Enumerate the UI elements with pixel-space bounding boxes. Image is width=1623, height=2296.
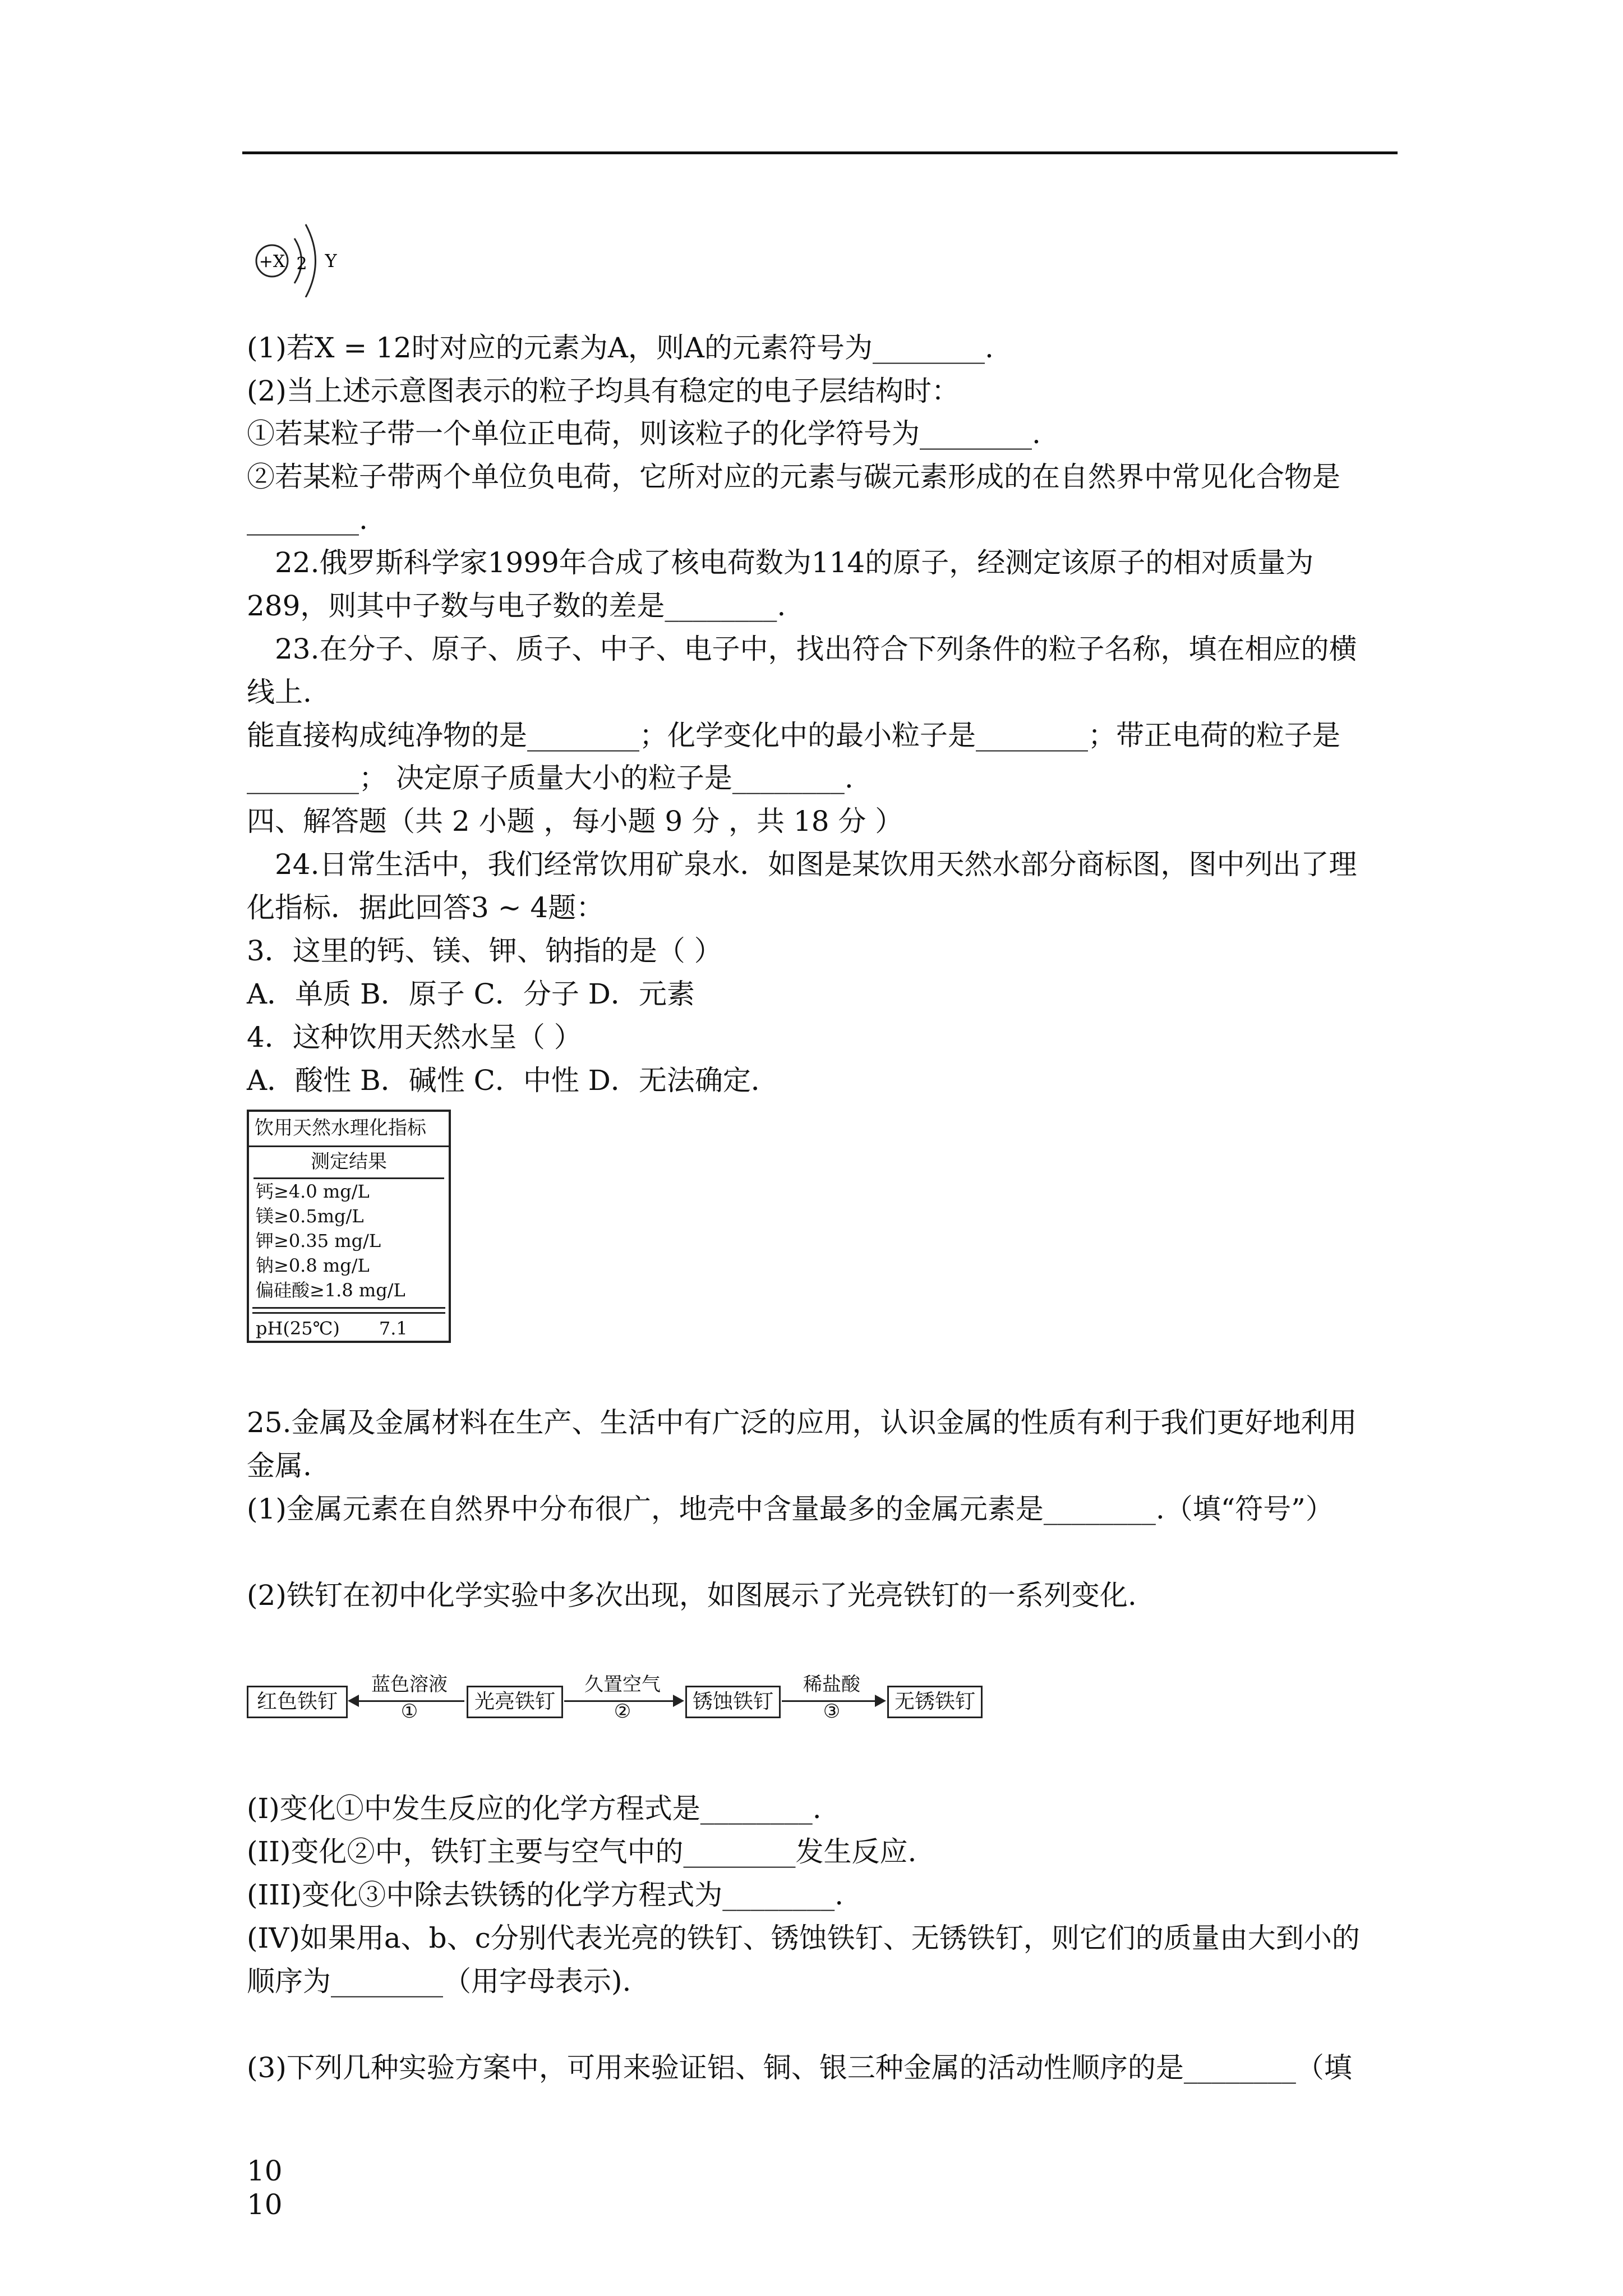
question-1: (1)若X = 12时对应的元素为A，则A的元素符号为________. xyxy=(247,332,994,364)
water-label-table xyxy=(247,1110,451,1343)
header-rule xyxy=(242,151,1398,154)
question-3: 3．这里的钙、镁、钾、钠指的是（ ） xyxy=(247,935,722,967)
ph-row xyxy=(249,1314,449,1343)
ph-label: pH(25℃) xyxy=(256,1318,340,1339)
nucleus-label: +X xyxy=(259,252,285,272)
electron-shell-arc-2 xyxy=(306,224,316,297)
question-25-3: (3)下列几种实验方案中，可用来验证铝、铜、银三种金属的活动性顺序的是________（填 xyxy=(247,2051,1352,2084)
flow-step-3: ③ xyxy=(823,1700,841,1723)
question-24-line1: 24.日常生活中，我们经常饮用矿泉水．如图是某饮用天然水部分商标图，图中列出了理 xyxy=(275,848,1357,881)
question-25-line2: 金属. xyxy=(247,1450,312,1482)
table-row: 钙≥4.0 mg/L xyxy=(256,1181,370,1202)
question-25-II: (II)变化②中，铁钉主要与空气中的________发生反应. xyxy=(247,1835,917,1868)
question-23-line2: 线上. xyxy=(247,676,312,708)
double-divider xyxy=(252,1307,445,1314)
page-number: 10 xyxy=(247,2155,283,2187)
outer-shell-label: Y xyxy=(325,250,337,272)
question-25-III: (III)变化③中除去铁锈的化学方程式为________. xyxy=(247,1879,844,1911)
question-3-options: A．单质 B．原子 C．分子 D．元素 xyxy=(247,978,695,1010)
flow-box-red-nail: 红色铁钉 xyxy=(247,1686,348,1718)
flow-arrow-label-2: 久置空气 xyxy=(584,1673,661,1696)
flow-step-1: ① xyxy=(400,1700,418,1723)
flow-step-2: ② xyxy=(614,1700,631,1723)
question-23-line1: 23.在分子、原子、质子、中子、电子中，找出符合下列条件的粒子名称，填在相应的横 xyxy=(275,633,1357,665)
question-2a: ①若某粒子带一个单位正电荷，则该粒子的化学符号为________. xyxy=(247,417,1041,450)
question-24-line2: 化指标．据此回答3 ~ 4题： xyxy=(247,891,605,924)
question-25-IV-line1: (IV)如果用a、b、c分别代表光亮的铁钉、锈蚀铁钉、无锈铁钉，则它们的质量由大到小的 xyxy=(247,1922,1360,1954)
table-row: 偏硅酸≥1.8 mg/L xyxy=(256,1280,405,1301)
flow-box-rusty-nail: 锈蚀铁钉 xyxy=(685,1686,781,1718)
question-23-line4: ________； 决定原子质量大小的粒子是________. xyxy=(247,762,854,794)
atom-structure-diagram xyxy=(247,213,359,297)
table-row: 镁≥0.5mg/L xyxy=(256,1205,364,1227)
question-22-line2: 289，则其中子数与电子数的差是________. xyxy=(247,590,786,622)
question-4: 4．这种饮用天然水呈（ ） xyxy=(247,1021,582,1053)
inner-shell-count: 2 xyxy=(296,254,307,274)
question-25-1: (1)金属元素在自然界中分布很广，地壳中含量最多的金属元素是________.（填“符号”） xyxy=(247,1493,1334,1525)
question-22-line1: 22.俄罗斯科学家1999年合成了核电荷数为114的原子，经测定该原子的相对质量为 xyxy=(275,546,1314,579)
table-row: 钠≥0.8 mg/L xyxy=(256,1255,370,1276)
question-23-line3: 能直接构成纯净物的是________；化学变化中的最小粒子是________；带正电荷的粒子是 xyxy=(247,719,1340,752)
question-25-2: (2)铁钉在初中化学实验中多次出现，如图展示了光亮铁钉的一系列变化. xyxy=(247,1579,1137,1612)
iron-nail-flow-diagram xyxy=(247,1669,975,1731)
question-25-I: (I)变化①中发生反应的化学方程式是________. xyxy=(247,1792,822,1825)
table-subtitle: 测定结果 xyxy=(253,1147,444,1179)
question-2b: ②若某粒子带两个单位负电荷，它所对应的元素与碳元素形成的在自然界中常见化合物是 xyxy=(247,461,1340,493)
question-25-line1: 25.金属及金属材料在生产、生活中有广泛的应用，认识金属的性质有利于我们更好地利用 xyxy=(247,1406,1357,1439)
page-number: 10 xyxy=(247,2188,283,2221)
flow-box-rustless-nail: 无锈铁钉 xyxy=(887,1686,983,1718)
flow-box-shiny-nail: 光亮铁钉 xyxy=(467,1686,563,1718)
table-row: 钾≥0.35 mg/L xyxy=(256,1230,381,1251)
question-2b-cont: ________. xyxy=(247,503,368,536)
section-4-heading: 四、解答题（共 2 小题 ，每小题 9 分 ，共 18 分 ） xyxy=(247,805,903,838)
question-4-options: A．酸性 B．碱性 C．中性 D．无法确定． xyxy=(247,1064,779,1097)
ph-value: 7.1 xyxy=(379,1318,408,1339)
table-title: 饮用天然水理化指标 xyxy=(249,1112,449,1147)
question-25-IV-line2: 顺序为________（用字母表示). xyxy=(247,1965,631,1998)
question-2: (2)当上述示意图表示的粒子均具有稳定的电子层结构时： xyxy=(247,375,960,407)
flow-arrow-label-3: 稀盐酸 xyxy=(803,1673,860,1696)
flow-arrow-label-1: 蓝色溶液 xyxy=(371,1673,448,1696)
